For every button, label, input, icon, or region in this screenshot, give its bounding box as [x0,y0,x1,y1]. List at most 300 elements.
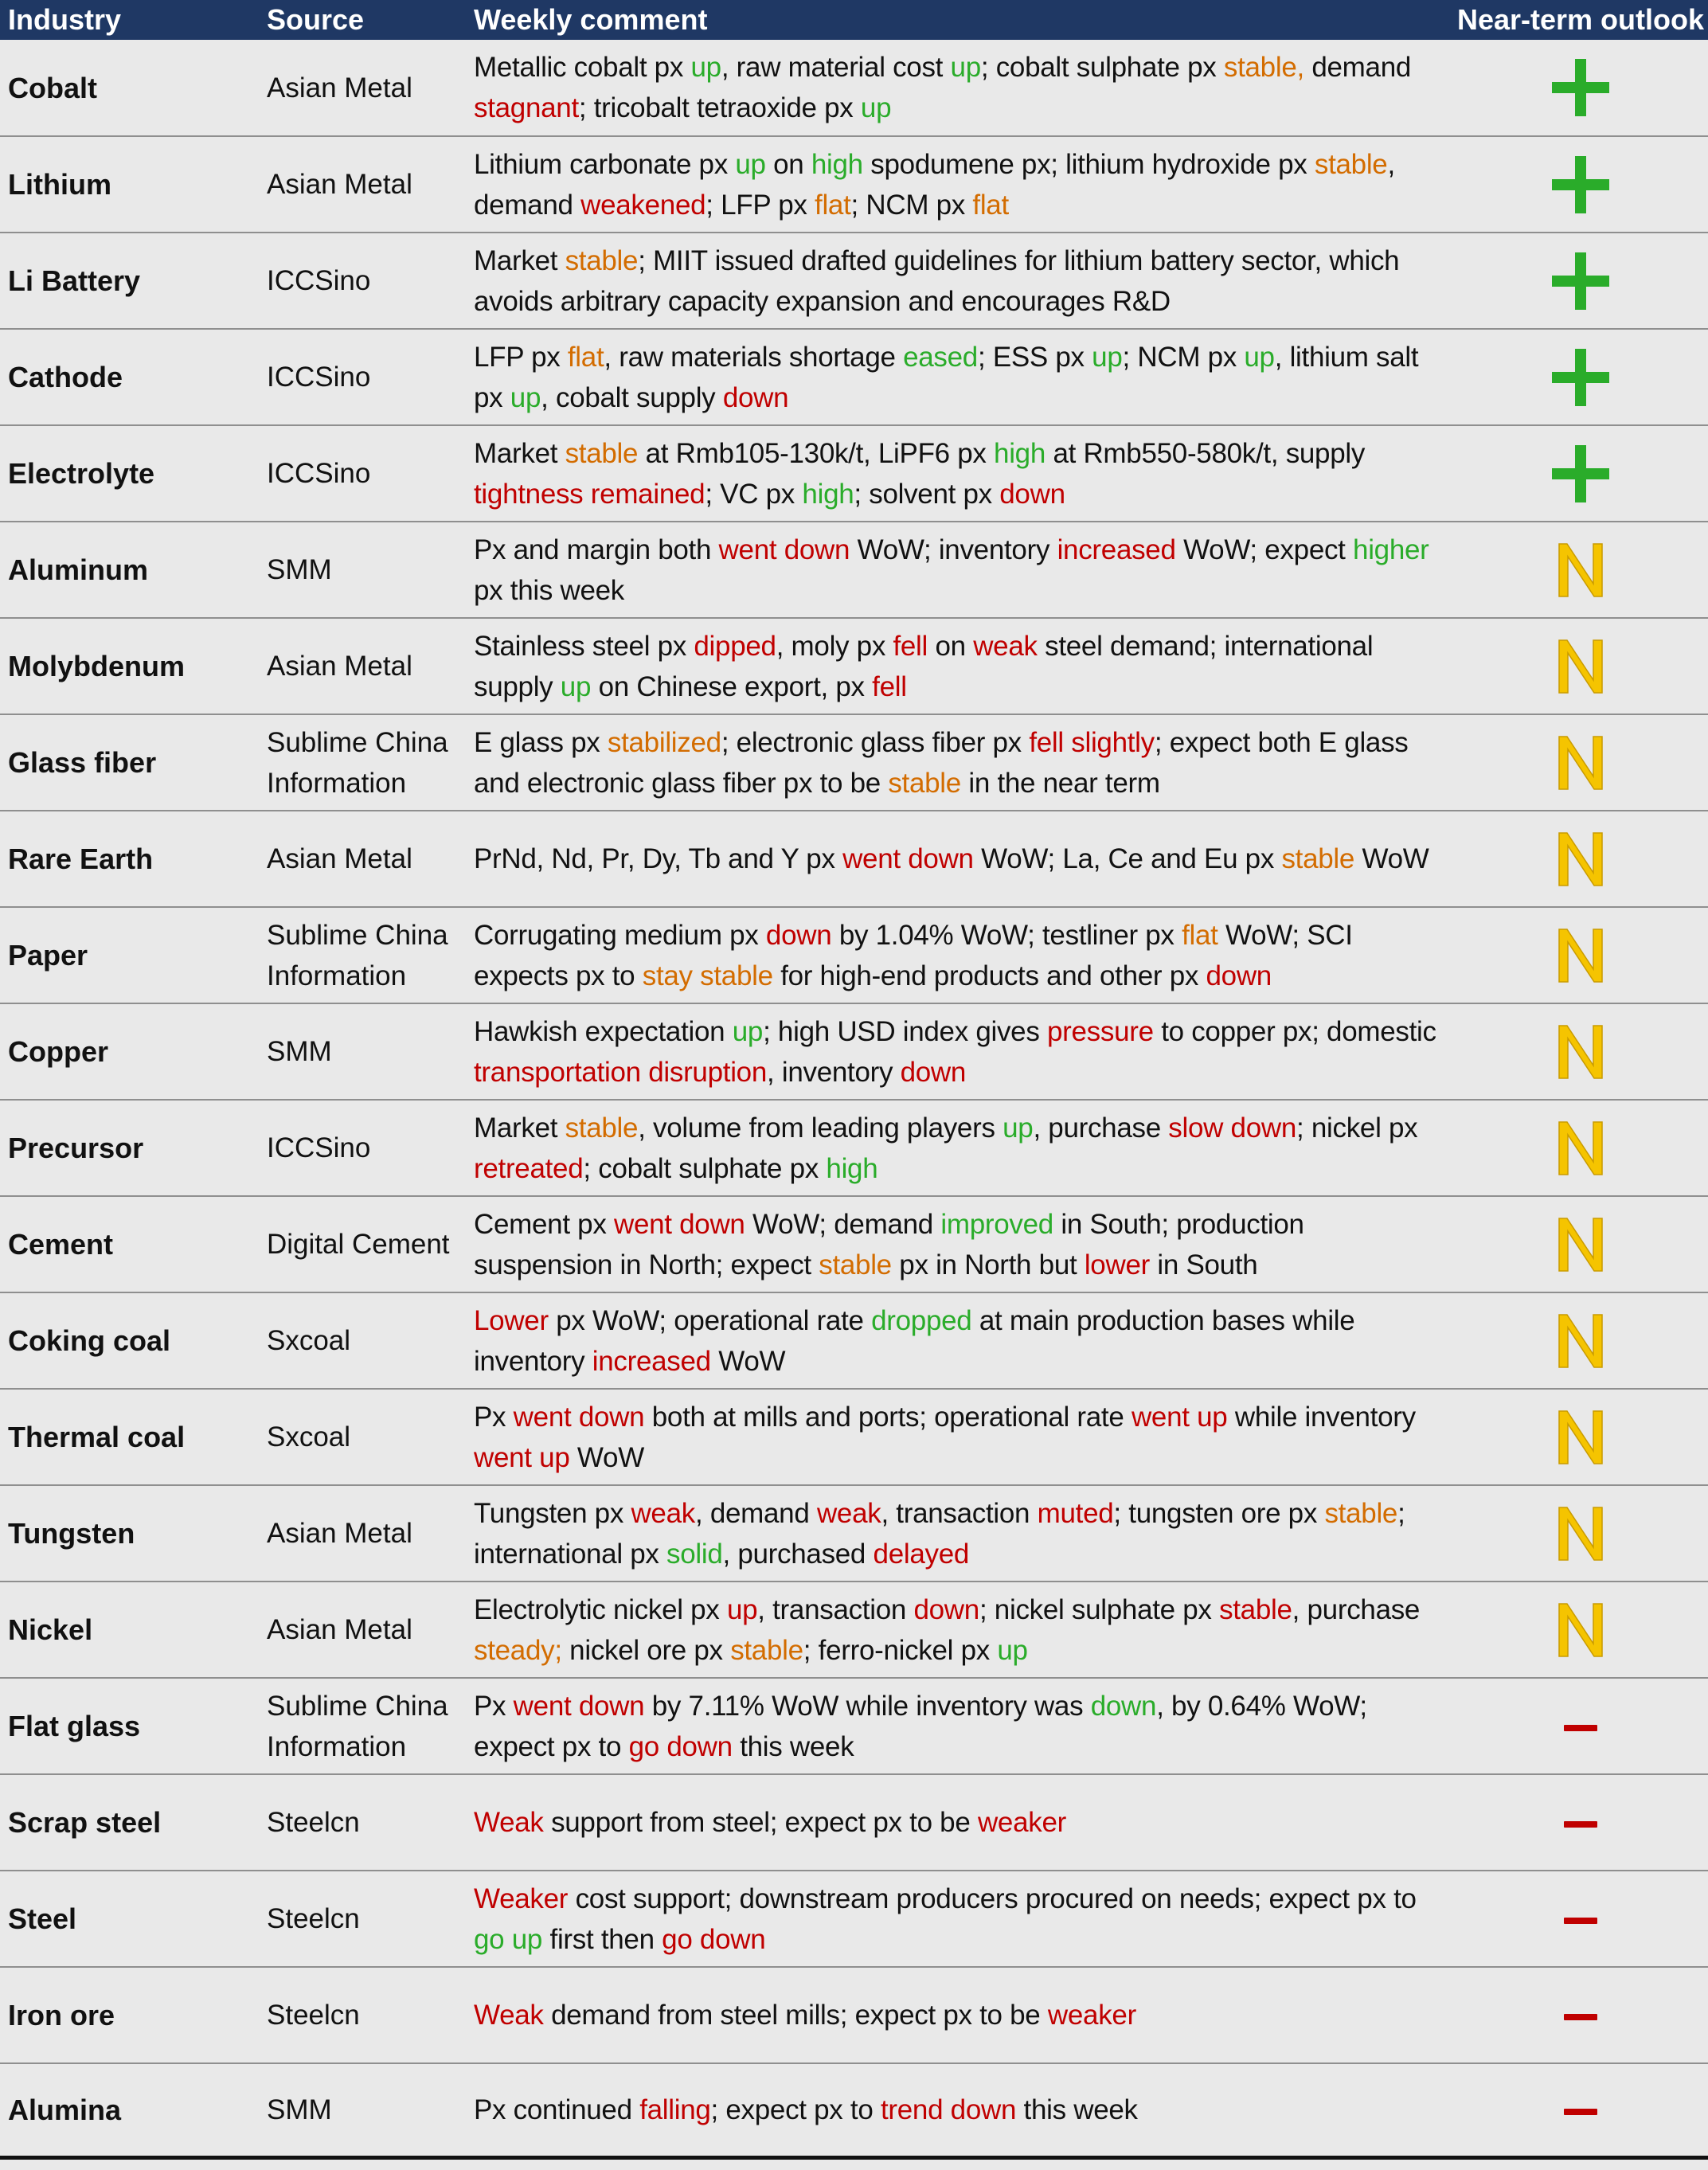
comment-cell [466,233,1453,329]
comment-highlight: stable [1314,148,1388,180]
comment-cell [466,811,1453,907]
comment-text: at main production bases while inventory [474,1304,1355,1377]
industry-cell: Li Battery [0,233,259,329]
comment-highlight: went down [842,843,974,874]
comment-text: WoW; demand [745,1208,941,1240]
minus-icon [1563,1916,1598,1926]
comment-highlight: up [735,148,766,180]
comment-highlight: went down [613,1208,745,1240]
comment-highlight: up [690,52,721,83]
comment-text: WoW [569,1441,644,1473]
comment-text: PrNd, Nd, Pr, Dy, Tb and Y px [474,843,843,874]
comment-text: ; electronic glass fiber px [721,726,1030,758]
comment-highlight: went up [474,1441,570,1473]
comment-highlight: steady; [474,1634,562,1666]
comment-highlight: up [1092,341,1123,373]
comment-highlight: eased [903,341,978,373]
comment-highlight: stay stable [642,960,773,991]
comment-highlight: stable [565,437,639,469]
comment-highlight: flat [567,341,604,373]
comment-highlight: improved [940,1208,1053,1240]
comment-cell [466,136,1453,233]
comment-highlight: delayed [873,1538,970,1570]
comment-text: , transaction [881,1497,1038,1529]
comment-highlight: went up [1131,1401,1228,1433]
comment-text: , purchase [1033,1112,1169,1144]
neutral-n-icon [1556,1022,1605,1081]
industry-cell: Paper [0,907,259,1003]
comment-text: Metallic cobalt px [474,52,691,83]
industry-cell: Electrolyte [0,425,259,522]
comment-highlight: up [560,671,592,702]
industry-cell: Tungsten [0,1485,259,1582]
table-body [0,40,1708,2157]
industry-cell: Iron ore [0,1967,259,2063]
comment-text: nickel ore px [561,1634,731,1666]
source-cell: Asian Metal [259,811,466,907]
outlook-cell [1453,1967,1708,2063]
source-cell: Steelcn [259,1967,466,2063]
neutral-n-icon [1556,1601,1605,1660]
comment-cell [466,329,1453,425]
outlook-cell [1453,1389,1708,1485]
comment-text: WoW; La, Ce and Eu px [973,843,1282,874]
comment-text: ; cobalt sulphate px [980,52,1224,83]
table-row [0,425,1708,522]
comment-highlight: flat [1182,919,1218,951]
comment-text: on [765,148,811,180]
comment-text: ; NCM px [850,189,973,221]
outlook-cell [1453,1485,1708,1582]
comment-highlight: stable [730,1634,803,1666]
comment-text: to copper px; domestic [1153,1015,1436,1047]
comment-highlight: stable [1219,1593,1292,1625]
table-row [0,1196,1708,1292]
industry-cell: Copper [0,1003,259,1100]
header-source: Source [267,3,365,36]
comment-highlight: went down [513,1690,645,1722]
comment-text: ; tungsten ore px [1113,1497,1325,1529]
source-cell: Asian Metal [259,1485,466,1582]
comment-text: on Chinese export, px [591,671,873,702]
comment-cell [466,1678,1453,1774]
comment-highlight: increased [1057,534,1176,565]
industry-cell: Cobalt [0,40,259,136]
outlook-cell [1453,2063,1708,2157]
comment-text: for high-end products and other px [772,960,1206,991]
table-row [0,1582,1708,1678]
industry-cell: Alumina [0,2063,259,2157]
comment-text: Market [474,1112,565,1144]
comment-text: Px [474,1690,514,1722]
industry-cell: Rare Earth [0,811,259,907]
comment-text: , demand [694,1497,817,1529]
comment-highlight: went down [513,1401,645,1433]
comment-text: Lithium carbonate px [474,148,736,180]
comment-text: Market [474,244,565,276]
comment-text: Electrolytic nickel px [474,1593,727,1625]
outlook-cell [1453,907,1708,1003]
comment-text: ; nickel px [1296,1112,1418,1144]
comment-highlight: up [997,1634,1028,1666]
comment-text: Px continued [474,2094,640,2125]
outlook-cell [1453,522,1708,618]
comment-text: px in North but [891,1249,1085,1280]
minus-icon [1563,2107,1598,2117]
comment-highlight: down [1206,960,1272,991]
comment-highlight: Weak [474,1807,544,1838]
comment-text: , cobalt supply [541,381,723,413]
comment-cell [466,1485,1453,1582]
comment-highlight: down [913,1593,979,1625]
comment-text: steel demand; international supply [474,630,1374,702]
outlook-cell [1453,136,1708,233]
comment-text: , lithium salt px [474,341,1419,413]
table-row [0,522,1708,618]
comment-highlight: weaker [977,1807,1066,1838]
comment-highlight: weak [973,630,1038,662]
comment-highlight: dropped [871,1304,972,1336]
industry-cell: Nickel [0,1582,259,1678]
comment-highlight: Weaker [474,1883,569,1914]
comment-highlight: down [999,478,1065,510]
comment-highlight: up [732,1015,764,1047]
header-comment: Weekly comment [474,3,708,36]
comment-cell [466,1774,1453,1871]
source-cell: Steelcn [259,1871,466,1967]
table-row [0,233,1708,329]
header-industry: Industry [8,3,122,36]
source-cell: Sxcoal [259,1389,466,1485]
comment-text: ; cobalt sulphate px [583,1152,827,1184]
source-cell: SMM [259,522,466,618]
neutral-n-icon [1556,1408,1605,1467]
comment-cell [466,618,1453,714]
comment-text: , raw materials shortage [604,341,904,373]
comment-text: Corrugating medium px [474,919,766,951]
table-row [0,1389,1708,1485]
comment-text: Market [474,437,565,469]
industry-cell: Molybdenum [0,618,259,714]
industry-cell: Scrap steel [0,1774,259,1871]
minus-icon [1563,1820,1598,1829]
outlook-cell [1453,1582,1708,1678]
comment-highlight: stagnant [474,92,579,123]
comment-cell [466,425,1453,522]
comment-text: ; LFP px [705,189,815,221]
neutral-n-icon [1556,1215,1605,1274]
comment-text: this week [1016,2094,1138,2125]
comment-text: , demand [474,148,1395,221]
table-row [0,1003,1708,1100]
table-row [0,714,1708,811]
outlook-cell [1453,618,1708,714]
table-row [0,136,1708,233]
comment-highlight: lower [1084,1249,1150,1280]
comment-cell [466,1389,1453,1485]
comment-highlight: stable [888,767,961,799]
comment-text: ; NCM px [1122,341,1245,373]
source-cell: Asian Metal [259,136,466,233]
industry-cell: Glass fiber [0,714,259,811]
outlook-cell [1453,1774,1708,1871]
comment-text: on [928,630,974,662]
comment-highlight: stable, [1223,52,1304,83]
comment-cell [466,1967,1453,2063]
comment-text: spodumene px; lithium hydroxide px [862,148,1315,180]
header-outlook: Near-term outlook [1456,3,1705,36]
comment-text: ; ferro-nickel px [803,1634,998,1666]
outlook-cell [1453,425,1708,522]
comment-text: ; international px [474,1497,1405,1570]
comment-text: WoW; expect [1175,534,1354,565]
comment-text: support from steel; expect px to be [543,1807,978,1838]
industry-cell: Steel [0,1871,259,1967]
outlook-cell [1453,233,1708,329]
comment-text: , purchase [1292,1593,1421,1625]
outlook-cell [1453,1871,1708,1967]
table-row [0,1967,1708,2063]
comment-text: ; MIIT issued drafted guidelines for lithium battery sector, which avoids arbitrary capacity expansion and encourages R&D [474,244,1400,317]
comment-highlight: go up [474,1923,543,1955]
table-row [0,329,1708,425]
comment-cell [466,1582,1453,1678]
comment-highlight: retreated [474,1152,584,1184]
comment-highlight: dipped [694,630,776,662]
source-cell: SMM [259,1003,466,1100]
comment-highlight: stable [565,244,639,276]
comment-highlight: weaker [1047,2000,1136,2031]
comment-text: Hawkish expectation [474,1015,733,1047]
comment-highlight: stabilized [607,726,721,758]
comment-text: in South [1149,1249,1258,1280]
comment-text: in the near term [960,767,1160,799]
comment-text: ; expect px to [710,2094,881,2125]
source-cell: ICCSino [259,425,466,522]
outlook-cell [1453,714,1708,811]
comment-text: , purchased [722,1538,874,1570]
comment-highlight: Lower [474,1304,549,1336]
comment-highlight: Weak [474,2000,544,2031]
table-row [0,1774,1708,1871]
comment-text: demand from steel mills; expect px to be [543,2000,1048,2031]
table-row [0,1678,1708,1774]
comment-highlight: up [510,381,541,413]
neutral-n-icon [1556,733,1605,792]
comment-highlight: up [950,52,981,83]
source-cell: Sxcoal [259,1292,466,1389]
neutral-n-icon [1556,541,1605,600]
outlook-cell [1453,1003,1708,1100]
source-cell: Digital Cement [259,1196,466,1292]
comment-text: in South; production suspension in North; expect [474,1208,1304,1280]
comment-highlight: stable [1324,1497,1398,1529]
comment-text: at Rmb105-130k/t, LiPF6 px [638,437,995,469]
comment-highlight: trend down [880,2094,1017,2125]
source-cell: Sublime China Information [259,714,466,811]
outlook-cell [1453,1196,1708,1292]
comment-highlight: go down [662,1923,766,1955]
source-cell: ICCSino [259,329,466,425]
minus-icon [1563,2012,1598,2022]
table-row [0,907,1708,1003]
comment-text: ; expect both E glass and electronic glass fiber px to be [474,726,1409,799]
source-cell: Sublime China Information [259,1678,466,1774]
source-cell: Asian Metal [259,40,466,136]
comment-text: cost support; downstream producers procured on needs; expect px to [568,1883,1417,1914]
comment-text: first then [542,1923,662,1955]
comment-text: ; VC px [705,478,803,510]
comment-text: LFP px [474,341,568,373]
comment-highlight: muted [1037,1497,1114,1529]
comment-text: , moly px [776,630,893,662]
comment-highlight: weak [631,1497,695,1529]
industry-cell: Coking coal [0,1292,259,1389]
comment-highlight: stable [565,1112,639,1144]
comment-cell [466,40,1453,136]
comment-text: WoW; SCI expects px to [474,919,1353,991]
comment-highlight: went down [718,534,850,565]
comment-cell [466,1003,1453,1100]
outlook-cell [1453,1100,1708,1196]
comment-text: px this week [474,574,624,606]
outlook-cell [1453,1292,1708,1389]
comment-highlight: tightness remained [474,478,705,510]
comment-highlight: up [726,1593,758,1625]
industry-cell: Flat glass [0,1678,259,1774]
comment-cell [466,907,1453,1003]
outlook-cell [1453,811,1708,907]
comment-text: WoW; inventory [850,534,1057,565]
table-row [0,618,1708,714]
comment-text: , transaction [757,1593,914,1625]
comment-text: Px [474,1401,514,1433]
comment-text: , by 0.64% WoW; expect px to [474,1690,1367,1762]
comment-cell [466,522,1453,618]
outlook-cell [1453,40,1708,136]
comment-text: both at mills and ports; operational rate [644,1401,1132,1433]
neutral-n-icon [1556,830,1605,889]
comment-highlight: falling [639,2094,711,2125]
comment-text: , volume from leading players [638,1112,1003,1144]
comment-highlight: increased [592,1345,711,1377]
comment-highlight: high [811,148,863,180]
comment-text: Cement px [474,1208,614,1240]
comment-text: E glass px [474,726,608,758]
comment-highlight: stable [819,1249,892,1280]
table-row [0,1100,1708,1196]
table-row [0,811,1708,907]
comment-highlight: high [802,478,854,510]
comment-highlight: transportation disruption [474,1056,767,1088]
source-cell: Steelcn [259,1774,466,1871]
outlook-cell [1453,329,1708,425]
table-row [0,1485,1708,1582]
industry-cell: Thermal coal [0,1389,259,1485]
comment-highlight: flat [972,189,1009,221]
comment-cell [466,1292,1453,1389]
comment-highlight: up [860,92,892,123]
comment-highlight: pressure [1046,1015,1154,1047]
comment-text: Stainless steel px [474,630,694,662]
comment-highlight: fell slightly [1029,726,1155,758]
source-cell: ICCSino [259,233,466,329]
comment-text: ; ESS px [977,341,1092,373]
minus-icon [1563,1723,1598,1733]
neutral-n-icon [1556,1504,1605,1563]
comment-highlight: fell [893,630,928,662]
plus-icon [1550,347,1611,408]
source-cell: SMM [259,2063,466,2157]
comment-text: Px and margin both [474,534,719,565]
comment-highlight: down [765,919,832,951]
comment-cell [466,2063,1453,2157]
comment-text: , inventory [767,1056,901,1088]
outlook-cell [1453,1678,1708,1774]
table-row [0,1871,1708,1967]
comment-highlight: go down [628,1730,733,1762]
plus-icon [1550,444,1611,504]
comment-highlight: higher [1353,534,1429,565]
comment-highlight: stable [1281,843,1355,874]
comment-highlight: down [900,1056,967,1088]
comment-text: WoW [710,1345,786,1377]
industry-cell: Precursor [0,1100,259,1196]
comment-highlight: flat [815,189,851,221]
table-row [0,2063,1708,2157]
comment-highlight: weak [816,1497,881,1529]
industry-cell: Aluminum [0,522,259,618]
comment-text: ; high USD index gives [763,1015,1047,1047]
plus-icon [1550,251,1611,311]
plus-icon [1550,154,1611,215]
comment-text: at Rmb550-580k/t, supply [1046,437,1366,469]
comment-text: ; nickel sulphate px [979,1593,1220,1625]
industry-cell: Cathode [0,329,259,425]
comment-highlight: down [722,381,789,413]
comment-highlight: weakened [580,189,706,221]
comment-cell [466,1196,1453,1292]
comment-text: ; solvent px [854,478,1000,510]
industry-cell: Cement [0,1196,259,1292]
comment-highlight: high [826,1152,878,1184]
comment-cell [466,1871,1453,1967]
comment-highlight: fell [872,671,907,702]
comment-text: , raw material cost [721,52,951,83]
comment-cell [466,714,1453,811]
comment-text: Tungsten px [474,1497,631,1529]
comment-highlight: up [1244,341,1275,373]
industry-cell: Lithium [0,136,259,233]
comment-highlight: solid [666,1538,723,1570]
source-cell: ICCSino [259,1100,466,1196]
header-row [0,0,1708,40]
source-cell: Asian Metal [259,618,466,714]
comment-highlight: slow down [1168,1112,1297,1144]
comment-text: by 1.04% WoW; testliner px [831,919,1182,951]
comment-highlight: up [1003,1112,1034,1144]
table-row [0,40,1708,136]
comment-highlight: down [1090,1690,1157,1722]
neutral-n-icon [1556,1119,1605,1178]
comment-text: px WoW; operational rate [548,1304,872,1336]
comment-text: ; tricobalt tetraoxide px [578,92,861,123]
neutral-n-icon [1556,637,1605,696]
source-cell: Asian Metal [259,1582,466,1678]
comment-highlight: high [994,437,1046,469]
source-cell: Sublime China Information [259,907,466,1003]
neutral-n-icon [1556,926,1605,985]
